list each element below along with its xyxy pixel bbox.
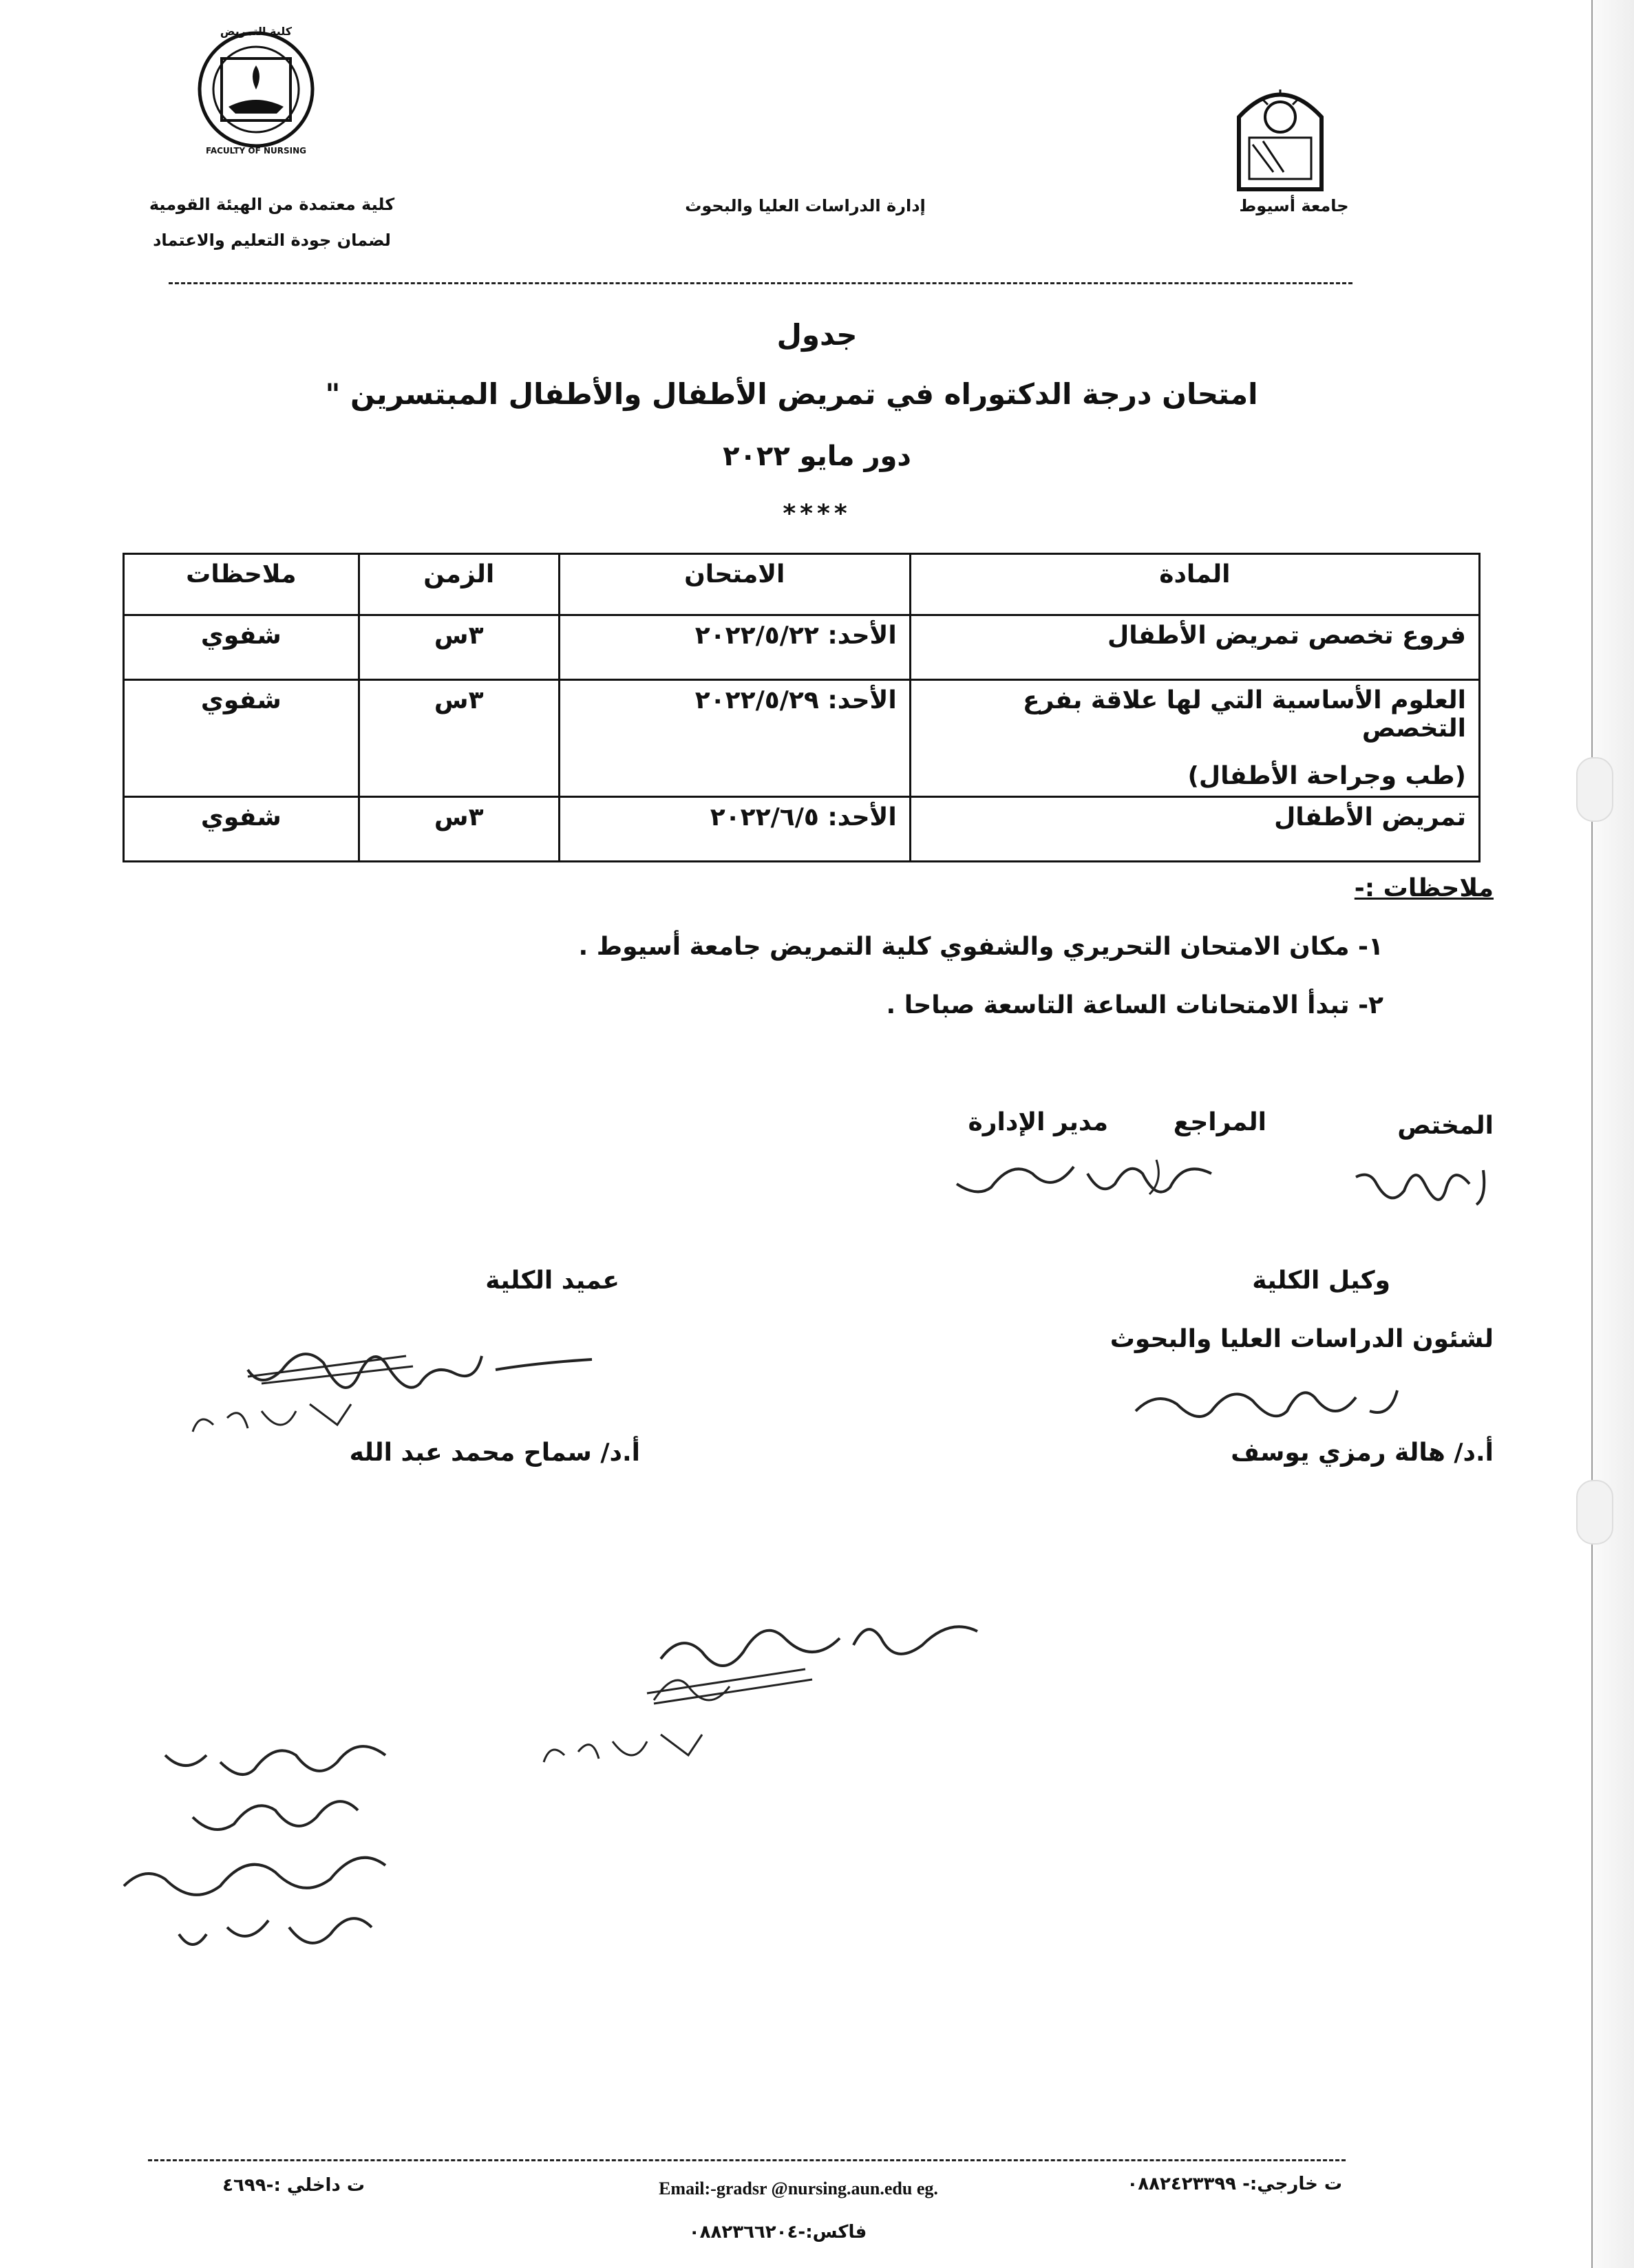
subject-line: العلوم الأساسية التي لها علاقة بفرع التخصص (1022, 686, 1466, 743)
exam-schedule-table (123, 553, 1481, 862)
notes-cell: شفوي (124, 680, 359, 797)
exam-date-cell: الأحد: ٢٠٢٢/٦/٥ (559, 797, 910, 862)
table-row (124, 680, 1480, 797)
university-name: جامعة أسيوط (1239, 196, 1349, 215)
university-logo-right (1232, 69, 1328, 193)
notes-heading: ملاحظات :- (1354, 874, 1494, 902)
note-item: ٢- تبدأ الامتحانات الساعة التاسعة صباحا . (886, 991, 1383, 1019)
duration-cell: ٣س (359, 615, 559, 680)
committee-handwriting-icon (110, 1728, 399, 1975)
header-divider (169, 282, 1352, 284)
vice-dean-signature-icon (1129, 1377, 1404, 1432)
faculty-accreditation-line2: لضمان جودة التعليم والاعتماد (153, 231, 391, 250)
table-row (124, 615, 1480, 680)
external-phone: ت خارجي:- ٠٨٨٢٤٢٣٣٩٩ (1127, 2174, 1342, 2194)
exam-date-cell: الأحد: ٢٠٢٢/٥/٢٢ (559, 615, 910, 680)
dean-name: أ.د/ سماح محمد عبد الله (349, 1439, 640, 1467)
faculty-logo-caption: كلية التمريض (220, 25, 293, 38)
faculty-logo-left (194, 28, 318, 151)
header-notes: ملاحظات (124, 554, 359, 615)
vice-dean-portfolio: لشئون الدراسات العليا والبحوث (1110, 1325, 1494, 1353)
reviewer-label: المراجع (1173, 1108, 1266, 1136)
subject-cell: تمريض الأطفال (910, 797, 1479, 862)
header-subject: المادة (910, 554, 1479, 615)
faculty-accreditation-line1: كلية معتمدة من الهيئة القومية (149, 195, 395, 214)
notes-cell: شفوي (124, 797, 359, 862)
note-item: ١- مكان الامتحان التحريري والشفوي كلية التمريض جامعة أسيوط . (578, 933, 1383, 961)
notes-cell: شفوي (124, 615, 359, 680)
doc-title: جدول (776, 318, 858, 352)
footer-divider (148, 2159, 1346, 2161)
exam-date-cell: الأحد: ٢٠٢٢/٥/٢٩ (559, 680, 910, 797)
separator-stars: **** (783, 500, 851, 528)
internal-phone: ت داخلي :-٤٦٩٩ (222, 2175, 365, 2196)
vice-dean-name: أ.د/ هالة رمزي يوسف (1231, 1439, 1494, 1467)
email-address: Email:-gradsr @nursing.aun.edu eg. (659, 2179, 938, 2198)
subject-cell (910, 680, 1479, 797)
table-row (124, 797, 1480, 862)
reviewer-signature-icon (950, 1146, 1225, 1208)
nursing-faculty-logo-icon (194, 28, 318, 151)
header-time: الزمن (359, 554, 559, 615)
asyut-university-logo-icon (1232, 69, 1328, 193)
subject-cell: فروع تخصص تمريض الأطفال (910, 615, 1479, 680)
exam-title: امتحان درجة الدكتوراه في تمريض الأطفال والأطفال المبتسرين " (325, 377, 1258, 411)
faculty-logo-caption-en: FACULTY OF NURSING (206, 146, 306, 156)
fax-number: فاكس:-٠٨٨٢٣٦٦٢٠٤ (688, 2222, 867, 2243)
dean-title: عميد الكلية (485, 1267, 619, 1295)
dean-signature-icon (179, 1335, 606, 1445)
table-header-row (124, 554, 1480, 615)
specialist-label: المختص (1397, 1112, 1494, 1140)
specialist-signature-icon (1349, 1143, 1494, 1218)
duration-cell: ٣س (359, 797, 559, 862)
punch-hole (1576, 1480, 1613, 1545)
department-name: إدارة الدراسات العليا والبحوث (685, 196, 926, 215)
header-exam: الامتحان (559, 554, 910, 615)
admin-director-label: مدير الإدارة (968, 1108, 1108, 1136)
approval-signature-icon (537, 1604, 991, 1783)
duration-cell: ٣س (359, 680, 559, 797)
exam-session: دور مايو ٢٠٢٢ (723, 441, 911, 472)
vice-dean-title: وكيل الكلية (1252, 1267, 1390, 1295)
punch-hole (1576, 757, 1613, 822)
subject-line-2: (طب وجراحة الأطفال) (1187, 762, 1466, 790)
